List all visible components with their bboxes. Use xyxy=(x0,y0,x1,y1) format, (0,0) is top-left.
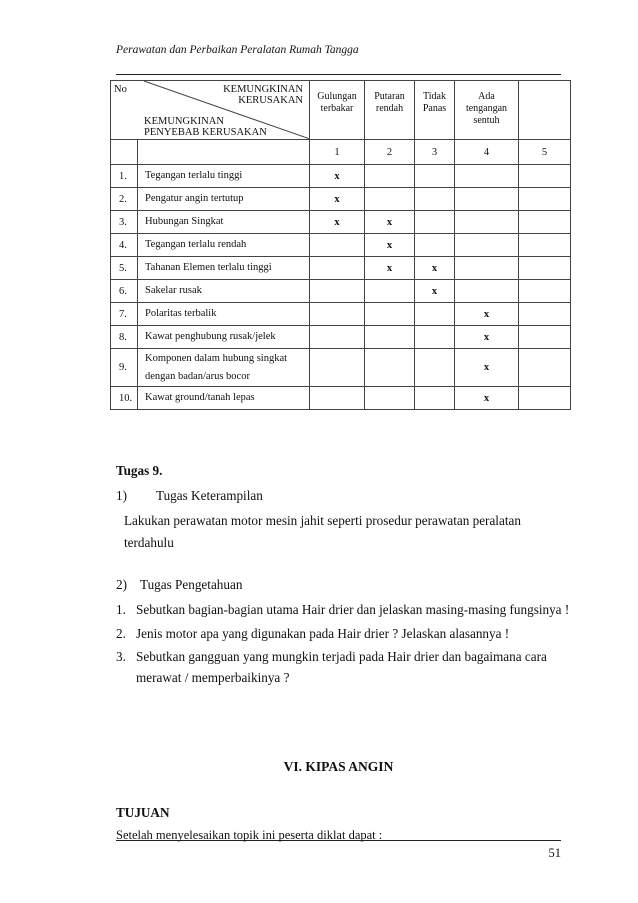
row-number: 10. xyxy=(111,387,138,410)
tugas-part-1-text-cont: terdahulu xyxy=(124,535,174,550)
column-number: 3 xyxy=(415,140,455,165)
tugas-part-1-text: Lakukan perawatan motor mesin jahit seperti prosedur perawatan peralatan xyxy=(124,513,521,528)
column-header xyxy=(519,81,571,140)
mark-cell xyxy=(519,387,571,410)
mark-cell xyxy=(455,211,519,234)
mark-cell: x xyxy=(365,257,415,280)
section-heading: VI. KIPAS ANGIN xyxy=(283,759,394,774)
mark-cell: x xyxy=(310,188,365,211)
footer-rule xyxy=(116,840,561,841)
mark-cell xyxy=(310,234,365,257)
kemungkinan-penyebab-label: KEMUNGKINAN PENYEBAB KERUSAKAN xyxy=(144,116,267,138)
mark-cell xyxy=(519,234,571,257)
header-rule xyxy=(116,74,561,75)
row-number: 5. xyxy=(111,257,138,280)
mark-cell xyxy=(519,257,571,280)
table-row xyxy=(111,211,571,234)
mark-cell xyxy=(310,349,365,387)
table-row xyxy=(111,280,571,303)
tugas-part-2: 2) Tugas Pengetahuan xyxy=(116,577,243,592)
mark-cell: x xyxy=(415,280,455,303)
mark-cell xyxy=(415,349,455,387)
mark-cell xyxy=(415,387,455,410)
list-item-cont: merawat / memperbaikinya ? xyxy=(136,670,290,685)
list-item: 3. Sebutkan gangguan yang mungkin terjadi pada Hair drier dan bagaimana cara xyxy=(116,649,547,664)
mark-cell xyxy=(519,349,571,387)
fault-cause: Tahanan Elemen terlalu tinggi xyxy=(138,257,310,280)
mark-cell xyxy=(310,257,365,280)
table-row xyxy=(111,188,571,211)
tugas-title: Tugas 9. xyxy=(116,463,163,478)
list-item: 1. Sebutkan bagian-bagian utama Hair drier dan jelaskan masing-masing fungsinya ! xyxy=(116,602,570,617)
fault-cause: Komponen dalam hubung singkat dengan badan/arus bocor xyxy=(138,349,310,387)
row-number: 7. xyxy=(111,303,138,326)
fault-cause: Tegangan terlalu rendah xyxy=(138,234,310,257)
fault-cause: Pengatur angin tertutup xyxy=(138,188,310,211)
page-number: 51 xyxy=(548,846,561,860)
mark-cell xyxy=(519,165,571,188)
mark-cell xyxy=(519,211,571,234)
row-number: 3. xyxy=(111,211,138,234)
mark-cell xyxy=(415,326,455,349)
mark-cell xyxy=(415,303,455,326)
column-header: Gulungan terbakar xyxy=(310,81,365,140)
mark-cell xyxy=(310,303,365,326)
tujuan-text: Setelah menyelesaikan topik ini peserta diklat dapat : xyxy=(116,828,383,842)
mark-cell xyxy=(519,280,571,303)
fault-cause: Tegangan terlalu tinggi xyxy=(138,165,310,188)
column-number: 1 xyxy=(310,140,365,165)
mark-cell xyxy=(519,303,571,326)
row-number: 2. xyxy=(111,188,138,211)
table-row xyxy=(111,387,571,410)
mark-cell xyxy=(519,188,571,211)
tujuan-heading: TUJUAN xyxy=(116,805,170,820)
mark-cell xyxy=(415,234,455,257)
column-number: 2 xyxy=(365,140,415,165)
row-number: 4. xyxy=(111,234,138,257)
mark-cell: x xyxy=(365,234,415,257)
mark-cell xyxy=(455,234,519,257)
mark-cell xyxy=(365,349,415,387)
row-number: 8. xyxy=(111,326,138,349)
mark-cell xyxy=(365,165,415,188)
mark-cell xyxy=(310,387,365,410)
column-number-row xyxy=(111,140,571,165)
table-row xyxy=(111,234,571,257)
mark-cell xyxy=(415,188,455,211)
mark-cell: x xyxy=(455,349,519,387)
fault-cause: Kawat penghubung rusak/jelek xyxy=(138,326,310,349)
row-number: 6. xyxy=(111,280,138,303)
table-row xyxy=(111,257,571,280)
fault-cause: Hubungan Singkat xyxy=(138,211,310,234)
running-header: Perawatan dan Perbaikan Peralatan Rumah Tangga xyxy=(116,44,359,56)
mark-cell xyxy=(455,257,519,280)
mark-cell xyxy=(455,188,519,211)
list-item: 2. Jenis motor apa yang digunakan pada Hair drier ? Jelaskan alasannya ! xyxy=(116,626,510,641)
mark-cell xyxy=(365,326,415,349)
mark-cell xyxy=(455,280,519,303)
mark-cell: x xyxy=(415,257,455,280)
mark-cell xyxy=(415,165,455,188)
column-number: 4 xyxy=(455,140,519,165)
mark-cell xyxy=(365,280,415,303)
mark-cell: x xyxy=(455,326,519,349)
fault-cause: Sakelar rusak xyxy=(138,280,310,303)
kemungkinan-kerusakan-label: KEMUNGKINAN KERUSAKAN xyxy=(223,84,303,106)
mark-cell xyxy=(310,280,365,303)
column-header: Ada tengangan sentuh xyxy=(455,81,519,140)
table-row xyxy=(111,326,571,349)
fault-cause: Polaritas terbalik xyxy=(138,303,310,326)
mark-cell xyxy=(365,303,415,326)
mark-cell xyxy=(455,165,519,188)
mark-cell xyxy=(365,188,415,211)
table-header-row xyxy=(111,81,571,140)
no-label: No xyxy=(114,84,127,95)
column-header: Tidak Panas xyxy=(415,81,455,140)
mark-cell xyxy=(415,211,455,234)
row-number: 9. xyxy=(111,349,138,387)
mark-cell xyxy=(310,326,365,349)
tugas-part-1: 1) Tugas Keterampilan xyxy=(116,488,263,503)
mark-cell xyxy=(519,326,571,349)
row-number: 1. xyxy=(111,165,138,188)
mark-cell: x xyxy=(455,303,519,326)
diagonal-header-cell xyxy=(111,81,310,140)
fault-cause: Kawat ground/tanah lepas xyxy=(138,387,310,410)
mark-cell: x xyxy=(310,211,365,234)
mark-cell: x xyxy=(310,165,365,188)
table-row xyxy=(111,165,571,188)
mark-cell xyxy=(365,387,415,410)
column-header: Putaran rendah xyxy=(365,81,415,140)
mark-cell: x xyxy=(455,387,519,410)
table-row xyxy=(111,303,571,326)
table-row xyxy=(111,349,571,387)
fault-matrix-table xyxy=(110,80,571,410)
column-number: 5 xyxy=(519,140,571,165)
mark-cell: x xyxy=(365,211,415,234)
